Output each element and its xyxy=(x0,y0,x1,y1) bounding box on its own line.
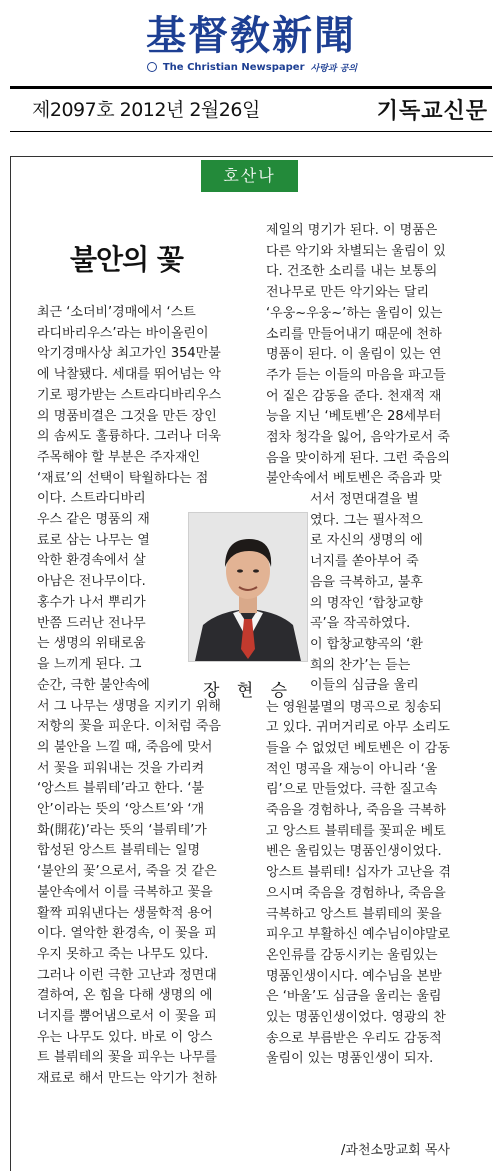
article-line: 극복하고 앙스트 블뤼테의 꽃을 xyxy=(266,906,442,922)
article-line: ‘앙스트 블뤼테’라고 한다. ‘불 xyxy=(37,781,205,797)
article-line: 죽음을 경험하나, 죽음을 극복하 xyxy=(266,803,446,818)
article-line: 다른 악기와 차별되는 울림이 있 xyxy=(266,243,446,259)
article-line: 주가 듣는 이들의 마음을 파고들 xyxy=(266,367,446,383)
article-line: 의 명품비결은 그것을 만든 장인 xyxy=(37,408,217,424)
article-line: 있는 명품인생이었다. 영광의 찬 xyxy=(266,1010,446,1025)
article-line: 우지 못하고 죽는 나무도 있다. xyxy=(37,946,209,962)
article-line: 활짝 피워낸다는 생물학적 용어 xyxy=(37,905,213,921)
article-line: 은 ‘바울’도 심금을 울리는 울림 xyxy=(266,989,442,1005)
byline: /과천소망교회 목사 xyxy=(341,1143,450,1158)
article-line: 들을 수 없었던 베토벤은 이 감동 xyxy=(266,740,450,756)
article-line: 에 낙찰됐다. 세대를 뛰어넘는 악 xyxy=(37,367,221,383)
article-line: 악기경매사상 최고가인 354만불 xyxy=(37,346,221,362)
article-line: 는 영원불멸의 명곡으로 칭송되 xyxy=(266,699,442,715)
article-line: 의 명작인 ‘합창교향 xyxy=(310,595,423,611)
article-line: 점차 청각을 잃어, 음악가로서 죽 xyxy=(266,430,450,445)
logo-subtitle-row xyxy=(146,60,358,74)
article-line: 울림이 있는 명품인생이 되자. xyxy=(266,1051,434,1067)
article-line: 피우고 부활하신 예수님이야말로 xyxy=(266,927,451,943)
article-line: 능을 지닌 ‘베토벤’은 28세부터 xyxy=(266,409,442,425)
article-line: 는 생명의 위태로움 xyxy=(37,636,146,652)
article-line: 이들의 심금을 울리 xyxy=(310,678,419,694)
article-headline: 불안의 꽃 xyxy=(70,243,183,276)
article-line: 너지를 쏟아부어 죽 xyxy=(310,554,419,570)
article-line: 순간, 극한 불안속에 xyxy=(37,677,150,693)
article-line: 최근 ‘소더비’경매에서 ‘스트 xyxy=(37,305,196,320)
article-line: 소리를 만들어내기 때문에 천하 xyxy=(266,326,442,342)
logo-text: 基督敎新聞 xyxy=(146,12,356,59)
article-line: 의 불안을 느낄 때, 죽음에 맞서 xyxy=(37,739,213,755)
article-line: ‘불안의 꽃’으로서, 죽을 것 같은 xyxy=(37,864,217,880)
issue-info: 제2097호 2012년 2월26일 xyxy=(32,99,260,121)
article-line: 앙스트 블뤼테! 십자가 고난을 겪 xyxy=(266,865,451,881)
article-line: 송으로 부름받은 우리도 감동적 xyxy=(266,1030,442,1046)
article-line: 고 있다. 귀머거리로 아무 소리도 xyxy=(266,720,450,736)
article-line: 희의 찬가’는 듣는 xyxy=(310,657,411,673)
article-line: 불안속에서 베토벤은 죽음과 맞 xyxy=(266,471,442,487)
article-line: 아남은 전나무이다. xyxy=(37,574,146,590)
logo-signature: 사랑과 공의 xyxy=(310,63,358,74)
article-line: 라디바리우스’라는 바이올린이 xyxy=(37,325,209,341)
article-line: 적인 명곡을 재능이 아니라 ‘울 xyxy=(266,761,438,777)
article-line: 서 그 나무는 생명을 지키기 위해 xyxy=(37,698,221,714)
author-photo xyxy=(188,512,308,662)
article-line: 어 짙은 감동을 준다. 천재적 재 xyxy=(266,388,442,404)
article-line: 로 자신의 생명의 에 xyxy=(310,533,423,549)
article-line: ‘재료’의 선택이 탁월하다는 점 xyxy=(37,470,209,486)
article-line: 결하여, 온 힘을 다해 생명의 에 xyxy=(37,988,213,1004)
article-line: 트 블뤼테의 꽃을 피우는 나무를 xyxy=(37,1050,217,1066)
article-line: 림’으로 만들었다. 극한 질고속 xyxy=(266,782,438,798)
article-line: 우는 나무도 있다. 바로 이 앙스 xyxy=(37,1029,213,1045)
article-line: 서 꽃을 피워내는 것을 가리켜 xyxy=(37,760,205,776)
article-line: 고 앙스트 블뤼테를 꽃피운 베토 xyxy=(266,823,446,839)
article-line: 기로 평가받는 스트라디바리우스 xyxy=(37,387,222,403)
article-line: 음을 극복하고, 불후 xyxy=(310,574,423,590)
article-line: 벤은 울림있는 명품인생이었다. xyxy=(266,844,442,860)
article-line: 주목해야 할 부분은 주자재인 xyxy=(37,449,201,465)
article-line: 온인류를 감동시키는 울림있는 xyxy=(266,947,438,963)
article-line: 그러나 이런 극한 고난과 정면대 xyxy=(37,967,217,983)
article-line: 서서 정면대결을 벌 xyxy=(310,492,419,507)
article-line: 였다. 그는 필사적으 xyxy=(310,512,423,528)
masthead-logo xyxy=(140,14,362,78)
article-line: 전나무로 만든 악기와는 달리 xyxy=(266,285,430,301)
article-line: 명품인생이시다. 예수님을 본받 xyxy=(266,968,442,984)
article-line: 이다. 스트라디바리 xyxy=(37,491,146,507)
column-tag: 호산나 xyxy=(201,160,298,192)
emblem-icon xyxy=(147,62,157,72)
article-line: ‘우웅~우웅~’하는 울림이 있는 xyxy=(266,305,443,321)
logo-subtitle: The Christian Newspaper xyxy=(162,61,305,73)
author-caption: 장 현 승 xyxy=(203,681,294,701)
article-line: 으시며 죽음을 경험하나, 죽음을 xyxy=(266,885,446,901)
article-line: 합성된 앙스트 블뤼테는 일명 xyxy=(37,843,201,859)
article-line: 의 솜씨도 훌륭하다. 그러나 더욱 xyxy=(37,429,221,445)
article-line: 을 느끼게 된다. 그 xyxy=(37,656,142,672)
article-line: 이 합창교향곡의 ‘환 xyxy=(310,636,423,652)
author-portrait-image xyxy=(189,513,307,661)
article-line: 홍수가 나서 뿌리가 xyxy=(37,594,146,610)
article-line: 반쯤 드러난 전나무 xyxy=(37,615,146,631)
article-line: 불안속에서 이를 극복하고 꽃을 xyxy=(37,884,213,900)
article-line: 이다. 열악한 환경속, 이 꽃을 피 xyxy=(37,926,217,942)
issue-bar xyxy=(10,86,492,132)
article-line: 제일의 명기가 된다. 이 명품은 xyxy=(266,223,438,238)
paper-name: 기독교신문 xyxy=(376,99,488,124)
article-line: 안’이라는 뜻의 ‘앙스트’와 ‘개 xyxy=(37,802,205,817)
article-line: 다. 건조한 소리를 내는 보통의 xyxy=(266,264,438,280)
article-line: 우스 같은 명품의 재 xyxy=(37,512,150,527)
article-line: 명품이 된다. 이 울림이 있는 연 xyxy=(266,347,442,363)
article-line: 곡’을 작곡하였다. xyxy=(310,616,411,632)
article-line: 악한 환경속에서 살 xyxy=(37,553,146,569)
article-line: 너지를 뿜어냄으로서 이 꽃을 피 xyxy=(37,1009,217,1024)
article-line: 화(開花)’라는 뜻의 ‘블뤼테’가 xyxy=(37,822,207,838)
article-line: 음을 맞이하게 된다. 그런 죽음의 xyxy=(266,450,450,466)
article-line: 재료로 해서 만드는 악기가 천하 xyxy=(37,1071,217,1087)
article-line: 료로 삼는 나무는 열 xyxy=(37,532,150,548)
article-line: 저항의 꽃을 피운다. 이처럼 죽음 xyxy=(37,719,221,735)
